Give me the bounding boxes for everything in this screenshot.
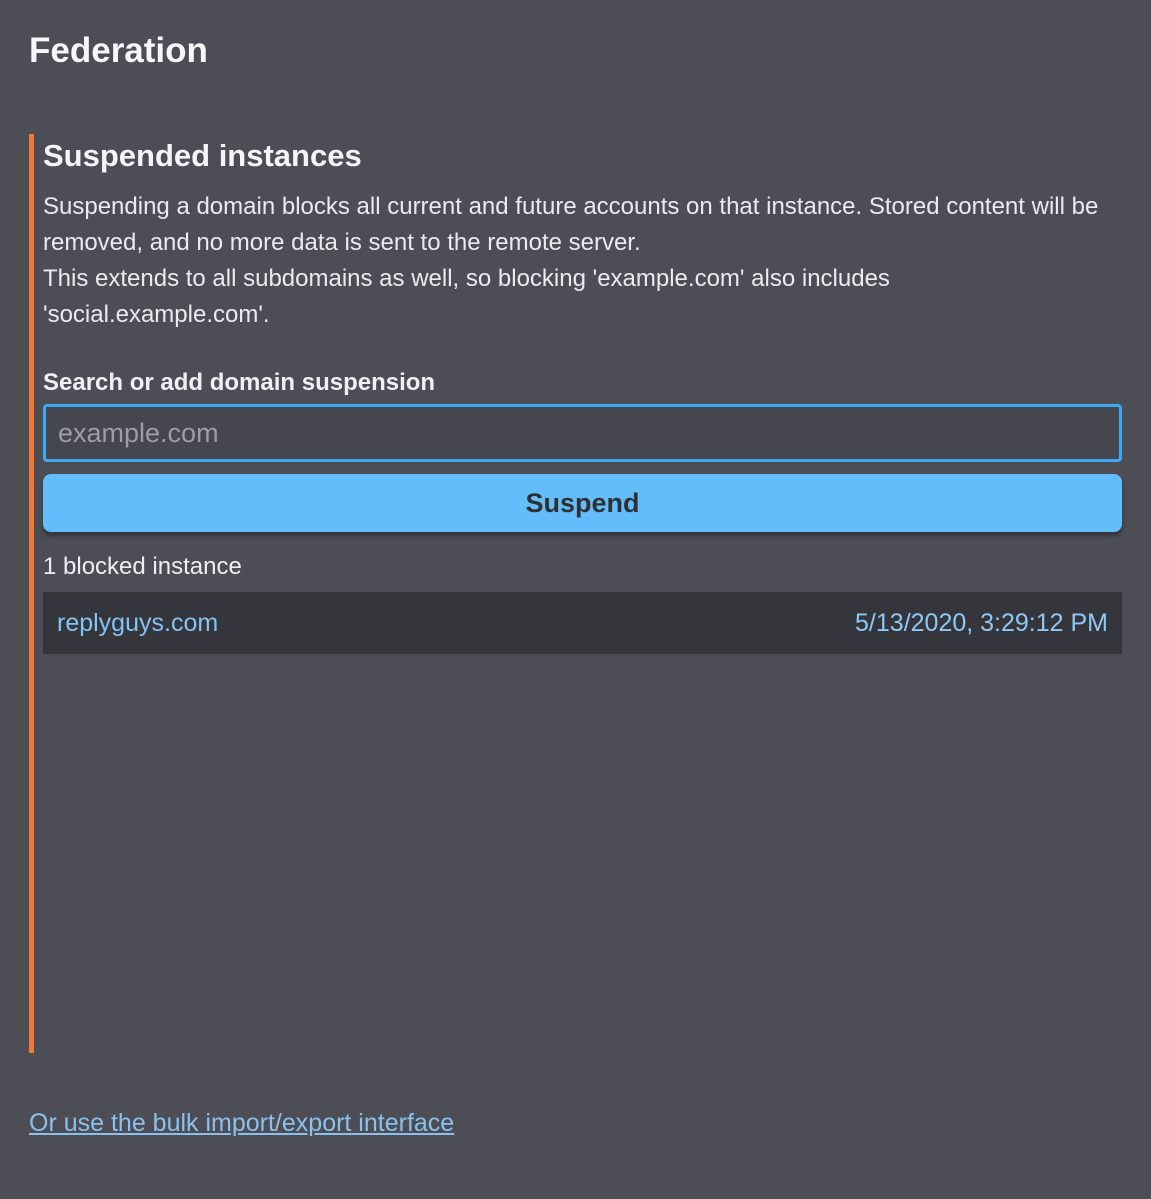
description-line-1: Suspending a domain blocks all current and future accounts on that instance. Stored content will be removed, and no more data is sent to the remote server.	[43, 193, 1099, 256]
description-line-2: This extends to all subdomains as well, so blocking 'example.com' also includes 'social.example.com'.	[43, 265, 890, 328]
bulk-import-export-link[interactable]: Or use the bulk import/export interface	[29, 1109, 455, 1137]
blocked-count: 1 blocked instance	[43, 553, 242, 580]
domain-search-input[interactable]	[43, 404, 1122, 462]
blocked-domain-link[interactable]: replyguys.com	[57, 608, 219, 637]
section-heading: Suspended instances	[43, 138, 362, 173]
suspension-timestamp: 5/13/2020, 3:29:12 PM	[855, 608, 1108, 637]
blocked-instance-row[interactable]	[43, 592, 1122, 654]
suspend-button[interactable]: Suspend	[43, 474, 1122, 532]
search-label: Search or add domain suspension	[43, 369, 436, 396]
page-title: Federation	[29, 31, 208, 70]
suspended-instances-section	[29, 134, 1122, 1053]
section-description	[43, 189, 1113, 333]
